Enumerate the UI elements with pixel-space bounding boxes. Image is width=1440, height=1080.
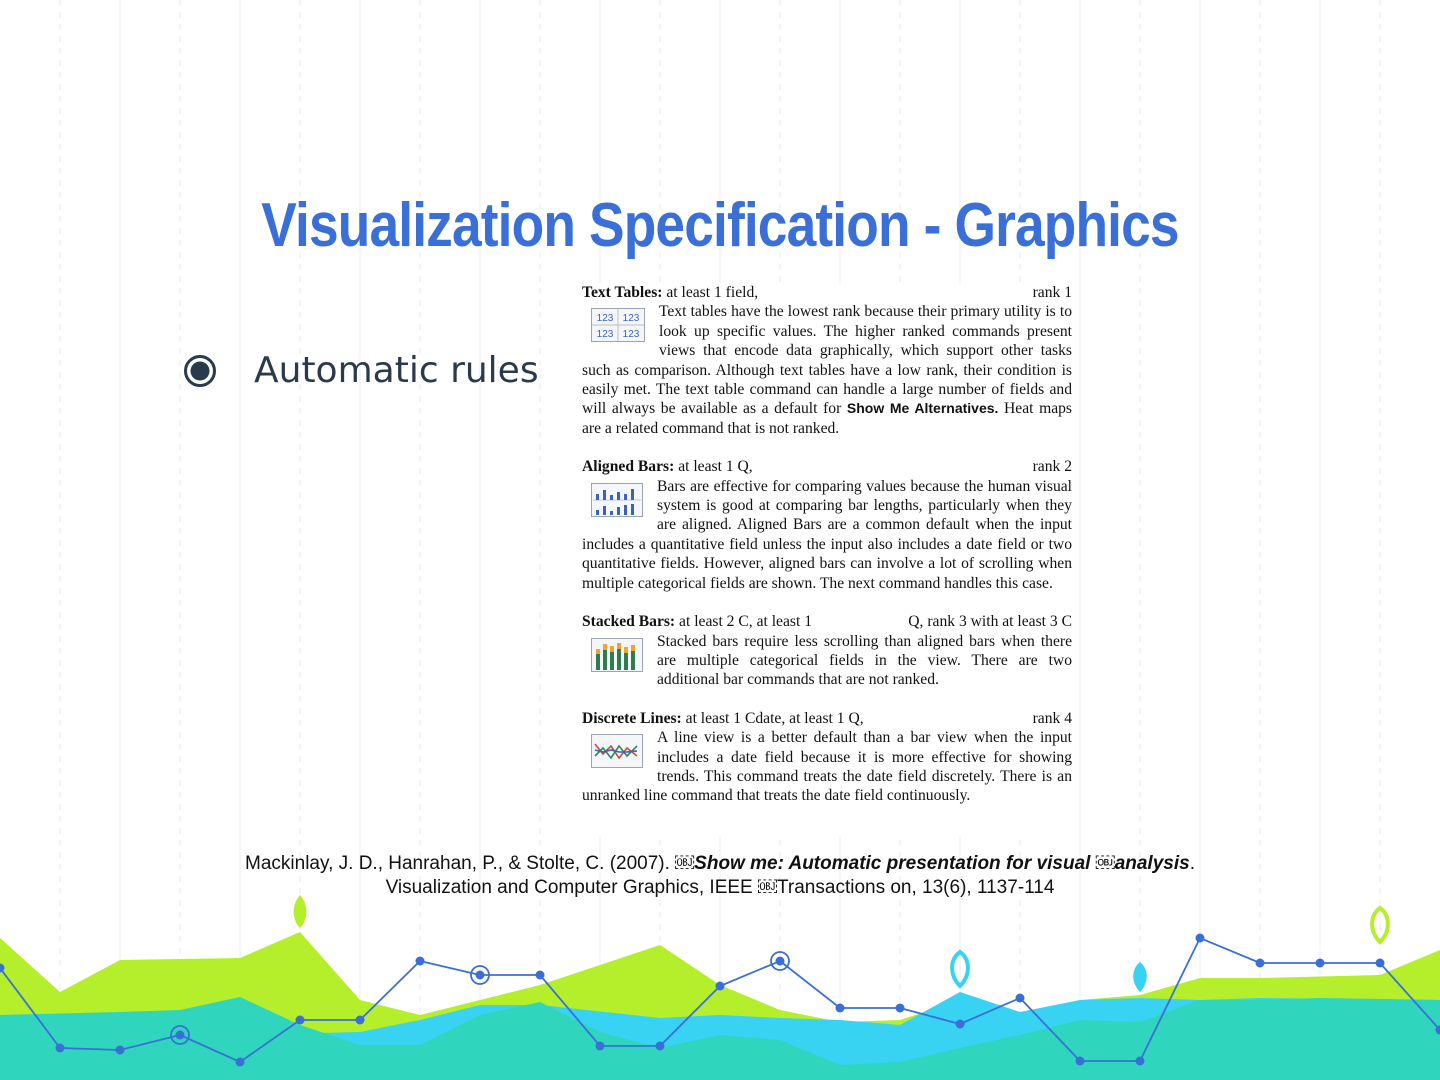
entry-text-tables [582,283,1072,438]
decorative-footer-graphic [0,880,1440,1080]
bullet-item [183,350,539,391]
svg-text:123: 123 [596,329,614,341]
entry-name: Discrete Lines: [582,709,682,727]
entry-text-bold: Show Me Alternatives. [846,400,999,417]
entry-text-end: Heat maps are a related command that is not ranked. [582,400,1072,437]
entry-aligned-bars [582,457,1072,593]
discrete-lines-icon [591,734,643,768]
map-pin-outline-icon [952,952,968,986]
entry-condition: at least 2 C, at least 1 [679,613,812,631]
entry-rank: rank 4 [1032,709,1072,727]
citation [0,852,1440,900]
entry-header [582,612,1072,631]
aligned-bars-icon [591,483,643,517]
map-pin-outline-icon-lime [1372,908,1388,942]
entry-condition: at least 1 field, [666,284,759,301]
entry-rank: rank 2 [1032,458,1072,476]
entry-header [582,283,1072,302]
text-table-icon [591,308,645,342]
paper-excerpt [582,283,1072,836]
entry-rank: rank 1 [1032,284,1072,301]
citation-paper-title: Show me: Automatic presentation for visual ￼analysis [694,853,1190,874]
entry-header [582,457,1072,476]
entry-text: Bars are effective for comparing values because the human visual system is good at comparing bar lengths, particularly when they are aligned. Aligned Bars are a common default when the input includes a quantitative field unless the input also includes a date field or two quantitative fields. However, aligned bars can involve a lot of scrolling when multiple categorical fields are shown. The next command handles this case. [582,477,1072,592]
bullet-text: Automatic rules [254,350,539,391]
slide-title: Visualization Specification - Graphics [261,191,1179,260]
entry-condition: at least 1 Cdate, at least 1 Q, [685,709,864,727]
entry-name: Aligned Bars: [582,458,675,476]
entry-text: Text tables have the lowest rank because their primary utility is to look up specific values. The higher ranked commands present views that encode data graphically, which support other tasks such as comparison. Although text tables have a low rank, their condition is easily met. The text table command can handle a large number of fields and will always be available as a default for [582,303,1072,418]
citation-authors: Mackinlay, J. D., Hanrahan, P., & Stolte, C. (2007). ￼ [245,853,695,874]
svg-text:123: 123 [622,313,640,325]
map-pin-icon-cyan [1133,962,1147,992]
entry-name: Text Tables: [582,284,663,301]
entry-body [582,302,1072,438]
citation-line-2: Visualization and Computer Graphics, IEEE ￼Transactions on, 13(6), 1137-114 [385,877,1055,898]
citation-period: . [1189,853,1195,874]
entry-body [582,632,1072,690]
svg-text:123: 123 [622,329,640,341]
entry-header [582,709,1072,728]
entry-text: A line view is a better default than a bar view when the input includes a date field because it is more effective for showing trends. This command treats the date field discretely. There is an unranked line command that treats the date field continuously. [582,729,1072,805]
entry-stacked-bars [582,612,1072,690]
stacked-bars-icon [591,638,643,672]
entry-condition: at least 1 Q, [678,458,753,476]
radio-bullet-icon [183,354,217,388]
svg-text:123: 123 [596,313,614,325]
entry-body [582,477,1072,593]
entry-text: Stacked bars require less scrolling than aligned bars when there are multiple categorical fields in the view. There are two additional bar commands that are not ranked. [657,632,1072,689]
citation-line-1 [0,852,1440,876]
entry-discrete-lines [582,709,1072,806]
entry-name: Stacked Bars: [582,613,676,631]
entry-body [582,728,1072,806]
entry-rank: Q, rank 3 with at least 3 C [908,613,1072,631]
